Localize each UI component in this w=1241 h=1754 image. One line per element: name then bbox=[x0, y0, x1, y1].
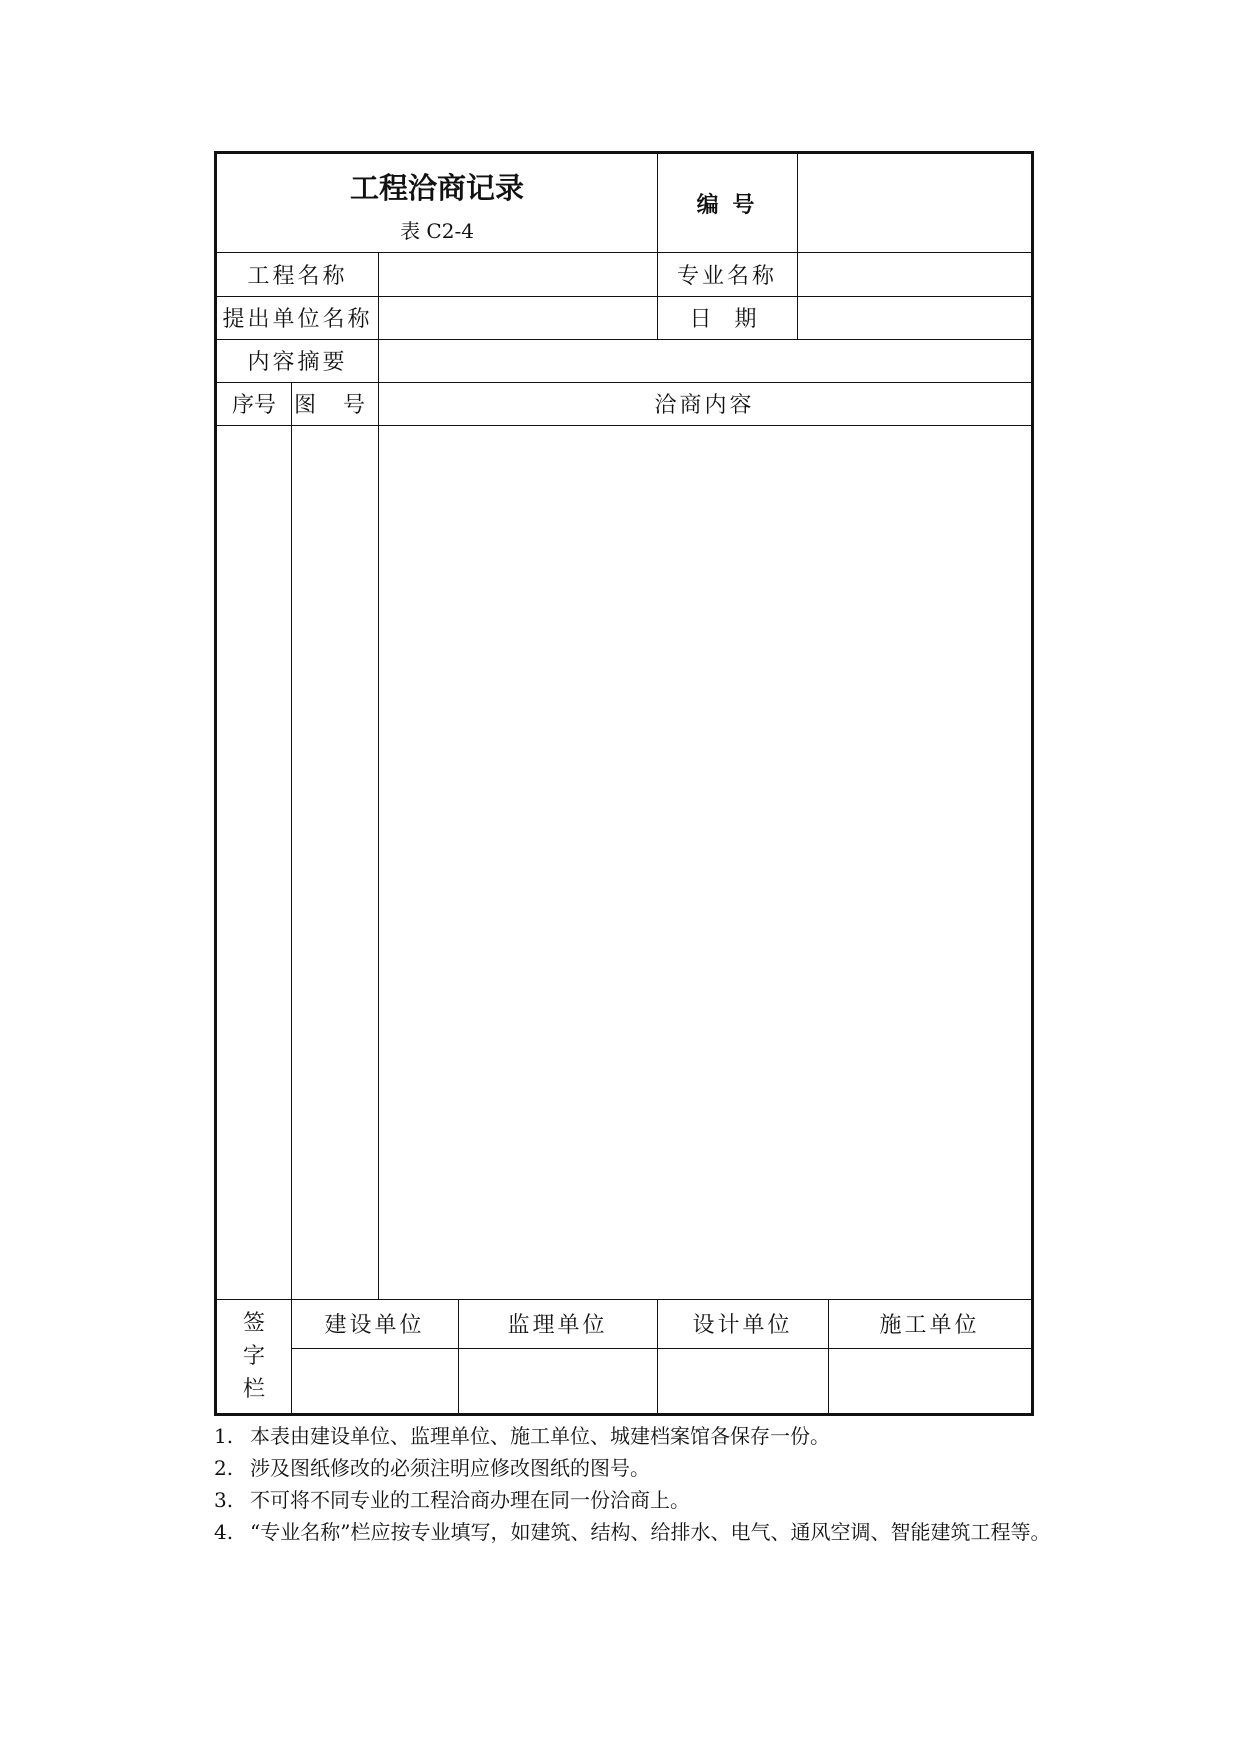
note-text: 涉及图纸修改的必须注明应修改图纸的图号。 bbox=[250, 1456, 650, 1480]
note-text: 不可将不同专业的工程洽商办理在同一份洽商上。 bbox=[250, 1488, 690, 1512]
note-number: 2. bbox=[214, 1456, 234, 1480]
signature-section-label bbox=[217, 1299, 291, 1413]
drawing-column-area[interactable] bbox=[291, 425, 378, 1299]
signature-field-supervision[interactable] bbox=[458, 1348, 657, 1413]
signature-label-char: 签 bbox=[242, 1310, 265, 1336]
signature-unit-design: 设计单位 bbox=[692, 1313, 793, 1338]
signature-field-contractor[interactable] bbox=[828, 1348, 1031, 1413]
form-code: 表 C2-4 bbox=[400, 218, 474, 243]
signature-unit-contractor: 施工单位 bbox=[879, 1313, 980, 1338]
engineering-negotiation-form bbox=[214, 151, 1034, 1416]
column-header-seq: 序号 bbox=[231, 393, 276, 418]
project-name-field[interactable] bbox=[378, 252, 657, 296]
form-title: 工程洽商记录 bbox=[349, 170, 524, 205]
notes-list bbox=[214, 1420, 1074, 1548]
column-header-drawing: 图 号 bbox=[294, 393, 375, 418]
note-item bbox=[214, 1484, 1074, 1516]
date-label: 日 期 bbox=[689, 307, 765, 332]
number-field[interactable] bbox=[797, 154, 1031, 252]
submitter-label: 提出单位名称 bbox=[222, 307, 373, 332]
number-label: 编 号 bbox=[696, 192, 758, 218]
note-item bbox=[214, 1452, 1074, 1484]
signature-label-char: 字 bbox=[242, 1343, 265, 1369]
signature-field-construction[interactable] bbox=[291, 1348, 458, 1413]
specialty-field[interactable] bbox=[797, 252, 1031, 296]
signature-label-char: 栏 bbox=[242, 1376, 265, 1402]
note-number: 4. bbox=[214, 1520, 234, 1544]
content-column-area[interactable] bbox=[378, 425, 1031, 1299]
note-text: 本表由建设单位、监理单位、施工单位、城建档案馆各保存一份。 bbox=[250, 1424, 830, 1448]
date-field[interactable] bbox=[797, 296, 1031, 339]
summary-field[interactable] bbox=[378, 339, 1031, 382]
note-item bbox=[214, 1420, 1074, 1452]
note-number: 3. bbox=[214, 1488, 234, 1512]
specialty-label: 专业名称 bbox=[676, 263, 777, 289]
note-text: “专业名称”栏应按专业填写，如建筑、结构、给排水、电气、通风空调、智能建筑工程等。 bbox=[250, 1520, 1051, 1544]
signature-field-design[interactable] bbox=[657, 1348, 828, 1413]
note-number: 1. bbox=[214, 1424, 234, 1448]
submitter-field[interactable] bbox=[378, 296, 657, 339]
seq-column-area[interactable] bbox=[217, 425, 291, 1299]
signature-unit-construction: 建设单位 bbox=[324, 1313, 425, 1338]
project-name-label: 工程名称 bbox=[247, 263, 348, 289]
note-item bbox=[214, 1516, 1074, 1548]
column-header-content: 洽商内容 bbox=[654, 393, 755, 418]
summary-label: 内容摘要 bbox=[247, 350, 348, 375]
signature-unit-supervision: 监理单位 bbox=[507, 1313, 608, 1338]
